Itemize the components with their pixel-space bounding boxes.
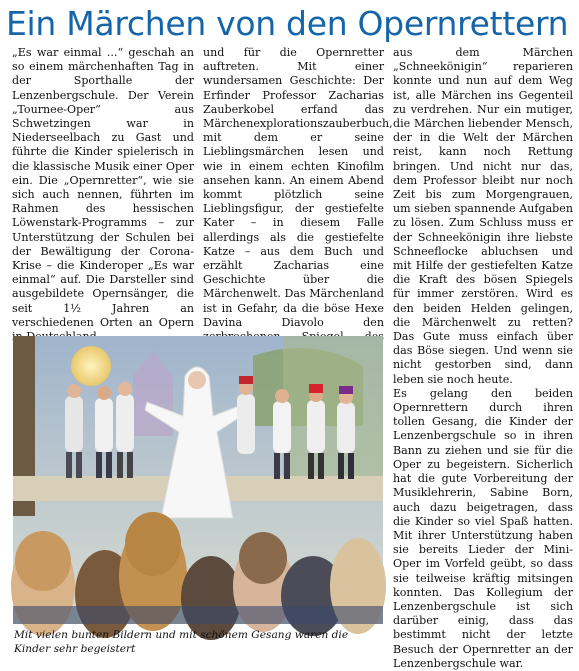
column-3-paragraph-2: Es gelang den beiden Opernrettern durch ihren tollen Gesang, die Kinder der Lenzenbergschule so in ihren Bann zu ziehen und sie für die Oper zu begeistern. Sicherlich hat die gute Vorbereitung der Musiklehrerin, Sabine Born, auch dazu beigetragen, dass die Kinder so viel Spaß hatten. Mit ihrer Unterstützung haben sie bereits Lieder der Mini-Oper im Vorfeld geübt, so dass sie teilweise kräftig mitsingen konnten. Das Kollegium der Lenzenbergschule ist sich darüber einig, dass das bestimmt nicht der letzte Besuch der Opernretter an der Lenzenbergschule war. [393,386,573,670]
column-1-text: „Es war einmal ...“ geschah an so einem märchenhaften Tag in der Sporthalle der Lenzenbergschule. Der Verein „Tournee-Oper“ aus Schwetzingen war in Niederseelbach zu Gast und führte die Kinder spielerisch in die klassische Musik einer Oper ein. Die „Opernretter“, wie sie sich auch nennen, führten im Rahmen des hessischen Löwenstark-Programms – zur Unterstützung der Schulen bei der Bewältigung der Corona-Krise – die Kinderoper „Es war einmal“ auf. Die Darsteller sind ausgebildete Opernsänger, die seit 1½ Jahren an verschiedenen Orten an Opern [12,46,194,329]
article-column-3 [393,46,573,670]
article-headline: Ein Märchen von den Opernrettern [6,4,569,43]
column-3-paragraph-1: aus dem Märchen „Schneekönigin“ reparieren konnte und nun auf dem Weg ist, alle Märchen ins Gegenteil zu verdrehen. Nur ein mutiger, die Märchen liebender Mensch, der in die Welt der Märchen reist, kann noch Rettung bringen. Und nicht nur das, dem Professor bleibt nur noch Zeit bis zum Morgengrauen, um sieben spannende Aufgaben zu lösen. Zum Schluss muss er der Schneekönigin ihre liebste Schneeflocke abluchsen und mit Hilfe der gestiefelten Katze die Kraft des bösen Spiegels für immer zerstören. Wird es den beiden Helden gelingen, die Märchenwelt zu retten? Das Gute muss einfach über das Böse siegen. Und wenn sie nicht gestorben sind, dann leben sie noch heute. [393,46,573,386]
article-photo [13,336,383,624]
photo-caption: Mit vielen bunten Bildern und mit schönem Gesang waren die Kinder sehr begeistert [14,629,349,655]
column-2-text: und für die Opernretter auftreten. Mit einer wundersamen Geschichte: Der Erfinder Professor Zacharias Zauberkobel erfand das Märchenexplorationszauberbuch, mit dem er seine Lieblingsmärchen lesen und wie in einem echten Kinofilm ansehen kann. An einem Abend kommt plötzlich seine Lieblingsfigur, der gestiefelte Kater – in diesem Falle allerdings als die gestiefelte Katze – aus dem Buch und erzählt Zacharias eine Geschichte über die Märchenwelt. Das Märchenland ist in Gefahr, da die böse Hexe Davina Diavolo den [203,46,393,329]
article-column-1 [12,46,194,332]
article-column-2 [203,46,393,332]
moon-shape [71,346,111,386]
stage-performance-illustration [13,336,383,624]
